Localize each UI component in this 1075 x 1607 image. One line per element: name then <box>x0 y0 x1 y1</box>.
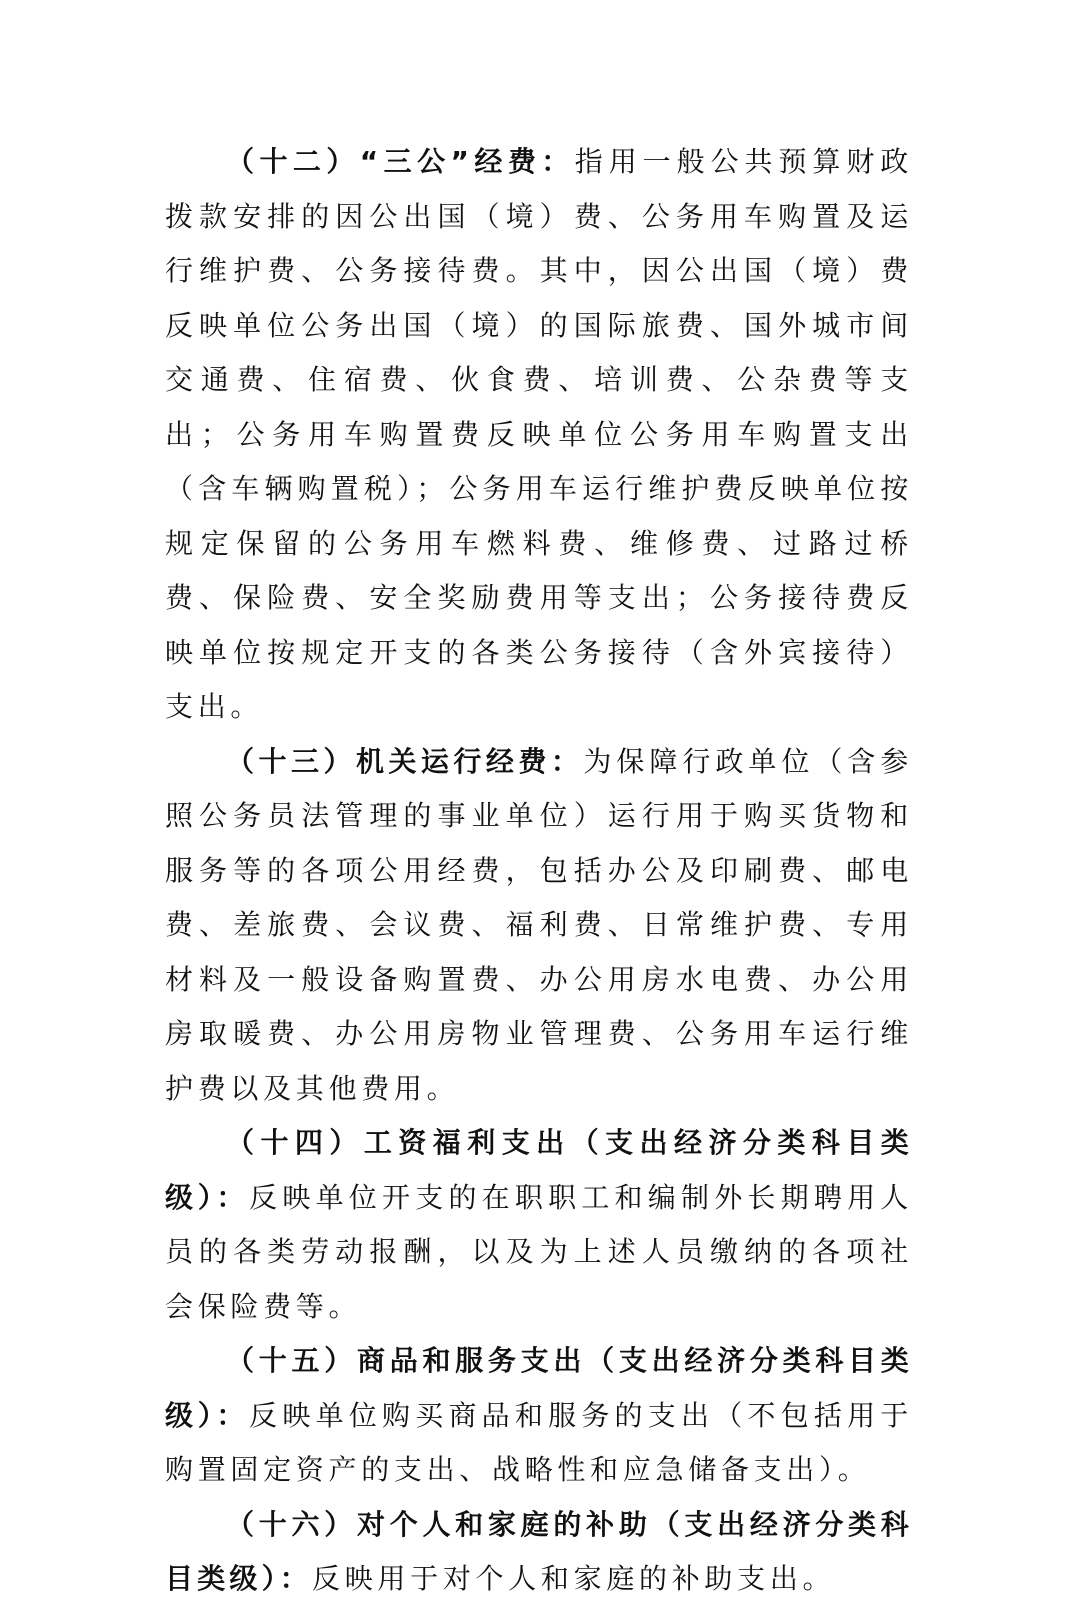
section-heading: （十三）机关运行经费： <box>226 744 584 778</box>
section-text: 指用一般公共预算财政拨款安排的因公出国（境）费、公务用车购置及运行维护费、公务接待费。其中，因公出国（境）费反映单位公务出国（境）的国际旅费、国外城市间交通费、住宿费、伙食费、培训费、公杂费等支出；公务用车购置费反映单位公务用车购置支出（含车辆购置税）；公务用车运行维护费反映单位按规定保留的公务用车燃料费、维修费、过路过桥费、保险费、安全奖励费用等支出；公务接待费反映单位按规定开支的各类公务接待（含外宾接待）支出。 <box>165 145 913 723</box>
section-text: 反映用于对个人和家庭的补助支出。 <box>312 1562 836 1595</box>
section-14 <box>165 1116 913 1334</box>
section-text: 反映单位购买商品和服务的支出（不包括用于购置固定资产的支出、战略性和应急储备支出）。 <box>165 1398 913 1486</box>
document-body <box>165 135 913 1607</box>
section-12 <box>165 135 913 735</box>
section-heading: （十六）对个人和家庭的补助（支出经济分类科目类级）： <box>165 1507 913 1595</box>
section-text: 反映单位开支的在职职工和编制外长期聘用人员的各类劳动报酬，以及为上述人员缴纳的各项社会保险费等。 <box>165 1180 913 1323</box>
section-heading: （十四）工资福利支出（支出经济分类科目类级）： <box>165 1126 913 1214</box>
section-heading: （十五）商品和服务支出（支出经济分类科目类级）： <box>165 1344 913 1432</box>
section-heading: （十二）“三公”经费： <box>226 145 575 178</box>
section-13 <box>165 735 913 1117</box>
section-16 <box>165 1498 913 1607</box>
section-text: 为保障行政单位（含参照公务员法管理的事业单位）运行用于购买货物和服务等的各项公用经费，包括办公及印刷费、邮电费、差旅费、会议费、福利费、日常维护费、专用材料及一般设备购置费、办公用房水电费、办公用房取暖费、办公用房物业管理费、公务用车运行维护费以及其他费用。 <box>165 744 913 1105</box>
section-15 <box>165 1334 913 1498</box>
